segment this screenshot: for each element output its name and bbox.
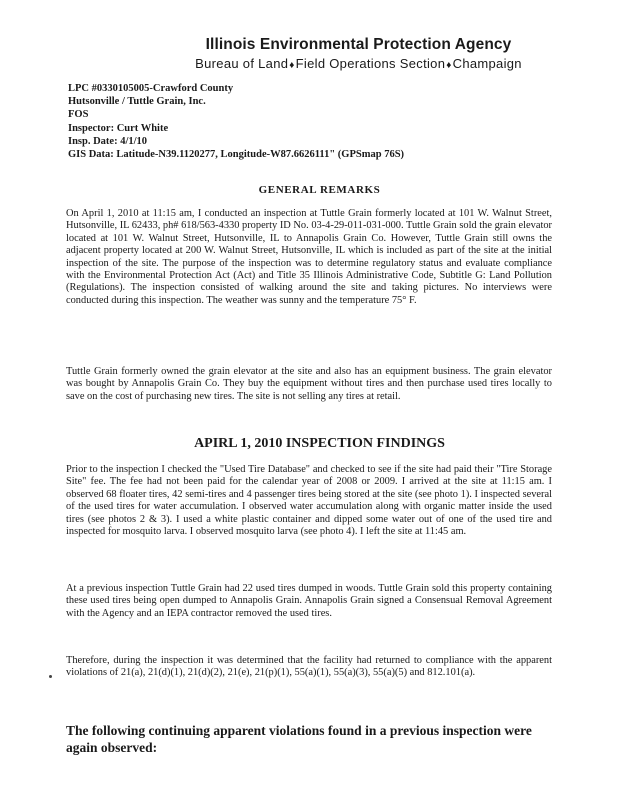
gis-data: GIS Data: Latitude-N39.1120277, Longitude-W87.6626111" (GPSmap 76S) (68, 149, 405, 161)
continuing-violations-heading: The following continuing apparent violations found in a previous inspection were again observed: (66, 723, 532, 755)
diamond-separator-icon: ♦ (289, 60, 295, 71)
findings-heading: APIRL 1, 2010 INSPECTION FINDINGS (194, 436, 445, 451)
findings-paragraph: Therefore, during the inspection it was determined that the facility had returned to compliance with the apparent violations of 21(a), 21(d)(1), 21(d)(2), 21(e), 21(p)(1), 55(a)(1), 55(a)(3), 55(a)(5) and 812.101(a). (66, 655, 552, 679)
general-remarks-paragraph: On April 1, 2010 at 11:15 am, I conducted an inspection at Tuttle Grain formerly located at 101 W. Walnut Street, Hutsonville, IL 62433, ph# 618/563-4330 property ID No. 03-4-29-011-031-000. Tuttle Grain sold the grain elevator located at 101 W. Walnut Street, Hutsonville, IL to Annapolis Grain Co. However, Tuttle Grain still owns the adjacent property located at 200 W. Walnut Street, Hutsonville, IL which is included as part of the site at the initial inspection of the site. The purpose of the inspection was to determine regulatory status and evaluate compliance with the Environmental Protection Act (Act) and Title 35 Illinois Administrative Code, Subtitle G: Land Pollution (Regulations). The inspection consisted of walking around the site and taking pictures. No interviews were conducted during this inspection. The weather was sunny and the temperature 75° F. (66, 208, 552, 306)
office-name: Champaign (452, 56, 522, 71)
general-remarks-paragraph: Tuttle Grain formerly owned the grain elevator at the site and also has an equipment business. The grain elevator was bought by Annapolis Grain Co. They buy the equipment without tires and then purchase used tires locally to save on the cost of purchasing new tires. The site is not selling any tires at retail. (66, 366, 552, 402)
general-remarks-heading: GENERAL REMARKS (258, 184, 381, 196)
agency-subtitle (0, 56, 619, 71)
inspection-date: Insp. Date: 4/1/10 (68, 135, 148, 147)
diamond-separator-icon: ♦ (446, 60, 452, 71)
findings-paragraph: At a previous inspection Tuttle Grain had 22 used tires dumped in woods. Tuttle Grain sold this property containing these used tires being open dumped to Annapolis Grain. Annapolis Grain signed a Consensual Removal Agreement with the Agency and an IEPA contractor removed the used tires. (66, 583, 552, 619)
inspector-name: Inspector: Curt White (68, 122, 169, 134)
section-name: Field Operations Section (295, 56, 446, 71)
stray-mark (49, 675, 52, 678)
findings-paragraph: Prior to the inspection I checked the "Used Tire Database" and checked to see if the site had paid their "Tire Storage Site" fee. The fee had not been paid for the calendar year of 2008 or 2009. I arrived at the site at 11:15 am. I observed 68 floater tires, 42 semi-tires and 4 passenger tires being stored at the site (see photo 1). I inspected several of the used tires for water accumulation. I observed water accumulation along with organic matter inside the used tires (see photos 2 & 3). I used a white plastic container and dipped some water out of one of the used tire and inspected for mosquito larva. I observed mosquito larva (see photo 4). I left the site at 11:45 am. (66, 464, 552, 538)
bureau-name: Bureau of Land (195, 56, 289, 71)
lpc-number: LPC #0330105005-Crawford County (68, 83, 234, 94)
site-name: Hutsonville / Tuttle Grain, Inc. (68, 96, 206, 108)
agency-title: Illinois Environmental Protection Agency (205, 36, 512, 53)
program-code: FOS (68, 109, 89, 121)
inspection-metadata (68, 82, 404, 161)
